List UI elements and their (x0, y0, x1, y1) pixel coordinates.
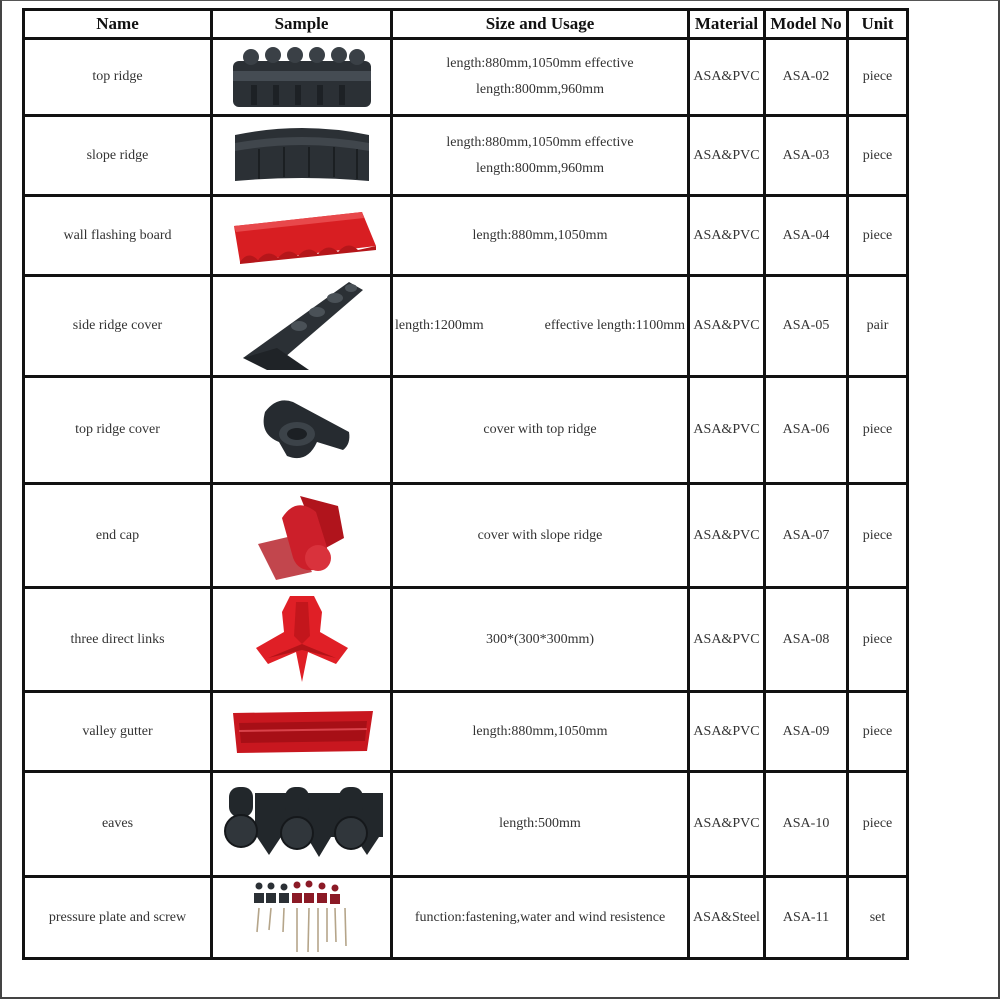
cell-unit: piece (848, 196, 908, 276)
cell-sample (212, 772, 392, 877)
cell-unit: piece (848, 484, 908, 588)
header-model-no: Model No (765, 10, 848, 39)
cell-material: ASA&PVC (689, 196, 765, 276)
cell-model-no: ASA-11 (765, 877, 848, 959)
cell-model-no: ASA-08 (765, 588, 848, 692)
cell-model-no: ASA-02 (765, 39, 848, 116)
cell-size-usage (392, 116, 689, 196)
size-line: function:fastening,water and wind resistence (414, 909, 666, 925)
cell-model-no: ASA-07 (765, 484, 848, 588)
cell-model-no: ASA-05 (765, 276, 848, 377)
cell-name: top ridge (24, 39, 212, 116)
cell-name: three direct links (24, 588, 212, 692)
cell-unit: pair (848, 276, 908, 377)
table-row (24, 39, 908, 116)
size-line: length:880mm,1050mm effective (446, 134, 634, 150)
size-line: length:1200mm (395, 318, 484, 333)
red-three-way-link-image (252, 592, 352, 688)
header-material: Material (689, 10, 765, 39)
cell-unit: set (848, 877, 908, 959)
size-line: length:880mm,1050mm (472, 227, 608, 243)
pressure-plate-and-screw-image (247, 880, 357, 956)
black-top-ridge-tile-image (229, 43, 375, 111)
size-line: length:880mm,1050mm effective (446, 56, 634, 71)
cell-sample (212, 196, 392, 276)
cell-sample (212, 39, 392, 116)
cell-model-no: ASA-09 (765, 692, 848, 772)
cell-sample (212, 484, 392, 588)
cell-model-no: ASA-06 (765, 377, 848, 484)
black-slope-ridge-tile-image (229, 125, 375, 187)
cell-material: ASA&PVC (689, 484, 765, 588)
cell-unit: piece (848, 588, 908, 692)
red-end-cap-image (252, 488, 352, 584)
cell-sample (212, 276, 392, 377)
cell-name: wall flashing board (24, 196, 212, 276)
black-side-ridge-cover-image (237, 278, 367, 374)
cell-sample (212, 588, 392, 692)
cell-material: ASA&PVC (689, 588, 765, 692)
size-line: length:800mm,960mm (476, 82, 604, 97)
cell-model-no: ASA-04 (765, 196, 848, 276)
header-sample: Sample (212, 10, 392, 39)
black-top-ridge-cover-image (247, 390, 357, 470)
cell-sample (212, 377, 392, 484)
cell-name: valley gutter (24, 692, 212, 772)
cell-sample (212, 877, 392, 959)
cell-material: ASA&PVC (689, 692, 765, 772)
cell-unit: piece (848, 116, 908, 196)
product-spec-table (22, 8, 909, 960)
size-line: length:800mm,960mm (476, 160, 604, 176)
cell-size-usage (392, 196, 689, 276)
cell-size-usage (392, 39, 689, 116)
cell-sample (212, 116, 392, 196)
table-row (24, 772, 908, 877)
size-line: length:880mm,1050mm (472, 723, 608, 739)
cell-name: slope ridge (24, 116, 212, 196)
cell-name: end cap (24, 484, 212, 588)
header-unit: Unit (848, 10, 908, 39)
size-line: length:500mm (499, 816, 581, 831)
size-line: effective length:1100mm (544, 318, 685, 333)
table-row (24, 377, 908, 484)
cell-size-usage (392, 877, 689, 959)
table-row (24, 116, 908, 196)
cell-unit: piece (848, 772, 908, 877)
size-line: cover with top ridge (483, 422, 597, 437)
cell-name: pressure plate and screw (24, 877, 212, 959)
black-eaves-tile-image (221, 781, 383, 867)
cell-sample (212, 692, 392, 772)
cell-size-usage (392, 772, 689, 877)
table-header-row (24, 10, 908, 39)
cell-name: top ridge cover (24, 377, 212, 484)
header-size-usage: Size and Usage (392, 10, 689, 39)
red-wall-flashing-board-image (224, 206, 380, 266)
cell-unit: piece (848, 377, 908, 484)
cell-material: ASA&PVC (689, 772, 765, 877)
cell-size-usage (392, 692, 689, 772)
cell-unit: piece (848, 692, 908, 772)
size-line-split (393, 313, 687, 339)
size-line: 300*(300*300mm) (485, 631, 595, 647)
cell-unit: piece (848, 39, 908, 116)
cell-material: ASA&PVC (689, 39, 765, 116)
cell-material: ASA&PVC (689, 377, 765, 484)
cell-material: ASA&PVC (689, 116, 765, 196)
table-row (24, 588, 908, 692)
header-name: Name (24, 10, 212, 39)
cell-size-usage (392, 484, 689, 588)
cell-size-usage (392, 276, 689, 377)
table-row (24, 877, 908, 959)
cell-model-no: ASA-10 (765, 772, 848, 877)
table-row (24, 196, 908, 276)
table-row (24, 484, 908, 588)
table-row (24, 692, 908, 772)
cell-name: side ridge cover (24, 276, 212, 377)
table-row (24, 276, 908, 377)
cell-material: ASA&Steel (689, 877, 765, 959)
cell-model-no: ASA-03 (765, 116, 848, 196)
cell-size-usage (392, 377, 689, 484)
cell-material: ASA&PVC (689, 276, 765, 377)
cell-size-usage (392, 588, 689, 692)
red-valley-gutter-image (227, 707, 377, 757)
size-line: cover with slope ridge (477, 527, 603, 543)
cell-name: eaves (24, 772, 212, 877)
